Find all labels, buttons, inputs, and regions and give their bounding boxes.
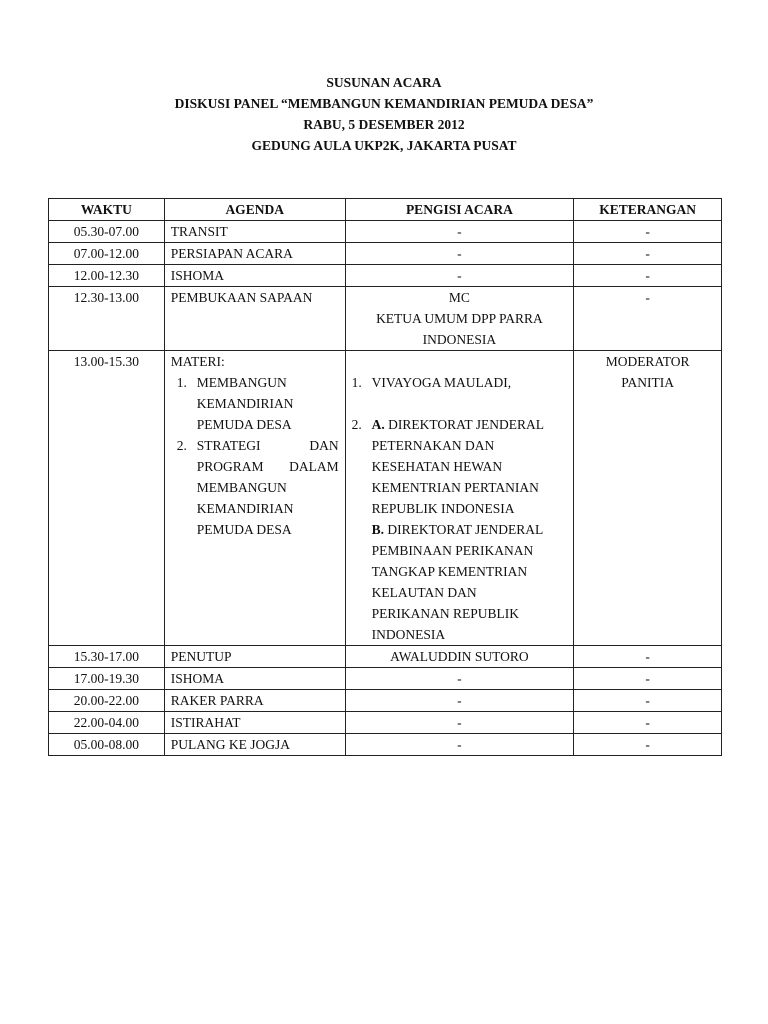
cell-agenda: PULANG KE JOGJA: [164, 734, 345, 756]
list-word: DALAM: [289, 459, 339, 474]
table-row: [49, 646, 722, 668]
cell-agenda: PEMBUKAAN SAPAAN: [164, 287, 345, 351]
cell-waktu: 05.00-08.00: [49, 734, 165, 756]
cell-keterangan: -: [574, 690, 722, 712]
cell-waktu: 12.00-12.30: [49, 265, 165, 287]
header-title: SUSUNAN ACARA: [326, 75, 442, 90]
schedule-table: [48, 198, 722, 756]
pengisi-text: DIREKTORAT JENDERAL: [384, 417, 545, 432]
pengisi-text: DIREKTORAT JENDERAL: [384, 522, 544, 537]
list-number: 2.: [176, 438, 187, 453]
list-number: 1.: [351, 375, 362, 390]
cell-keterangan: -: [574, 221, 722, 243]
cell-waktu: 22.00-04.00: [49, 712, 165, 734]
pengisi-line: REPUBLIK INDONESIA: [371, 501, 515, 516]
header-venue: GEDUNG AULA UKP2K, JAKARTA PUSAT: [251, 138, 517, 153]
column-header-waktu: WAKTU: [49, 199, 165, 221]
pengisi-line: PEMBINAAN PERIKANAN: [371, 543, 534, 558]
cell-agenda: PENUTUP: [164, 646, 345, 668]
table-row: [49, 712, 722, 734]
sub-label-b: B.: [371, 522, 385, 537]
cell-pengisi: -: [345, 690, 574, 712]
pengisi-item-1: [352, 372, 568, 393]
table-header-row: [49, 199, 722, 221]
table-row: [49, 243, 722, 265]
list-number: 1.: [176, 375, 187, 390]
column-header-keterangan: KETERANGAN: [574, 199, 722, 221]
agenda-item-1: [171, 372, 339, 435]
table-row: [49, 265, 722, 287]
cell-agenda: ISTIRAHAT: [164, 712, 345, 734]
header-date: RABU, 5 DESEMBER 2012: [303, 117, 465, 132]
cell-pengisi: -: [345, 221, 574, 243]
cell-waktu: 20.00-22.00: [49, 690, 165, 712]
cell-waktu: 17.00-19.30: [49, 668, 165, 690]
pengisi-line: KELAUTAN DAN: [371, 585, 477, 600]
cell-keterangan: -: [574, 287, 722, 351]
pengisi-line: PERIKANAN REPUBLIK: [371, 606, 520, 621]
pengisi-line: MC: [448, 290, 470, 305]
pengisi-line: INDONESIA: [422, 332, 497, 347]
header-event: DISKUSI PANEL “MEMBANGUN KEMANDIRIAN PEMUDA DESA”: [174, 96, 594, 111]
document-header: [0, 72, 768, 156]
cell-waktu: 05.30-07.00: [49, 221, 165, 243]
column-header-agenda: AGENDA: [164, 199, 345, 221]
list-line: PEMUDA DESA: [196, 417, 292, 432]
pengisi-line: INDONESIA: [371, 627, 446, 642]
cell-pengisi: [345, 287, 574, 351]
pengisi-line: TANGKAP KEMENTRIAN: [371, 564, 528, 579]
cell-agenda: ISHOMA: [164, 265, 345, 287]
cell-pengisi: [345, 351, 574, 646]
agenda-item-2: [171, 435, 339, 540]
cell-keterangan: -: [574, 734, 722, 756]
cell-keterangan: -: [574, 712, 722, 734]
pengisi-line: PETERNAKAN DAN: [371, 438, 495, 453]
cell-agenda: ISHOMA: [164, 668, 345, 690]
keterangan-line: PANITIA: [621, 375, 674, 390]
cell-agenda: TRANSIT: [164, 221, 345, 243]
list-number: 2.: [351, 417, 362, 432]
agenda-title: MATERI:: [170, 354, 225, 369]
cell-keterangan: -: [574, 668, 722, 690]
pengisi-line: KESEHATAN HEWAN: [371, 459, 503, 474]
list-line: KEMANDIRIAN: [196, 501, 294, 516]
cell-agenda: [164, 351, 345, 646]
table-row: [49, 668, 722, 690]
cell-waktu: 12.30-13.00: [49, 287, 165, 351]
column-header-pengisi-acara: PENGISI ACARA: [345, 199, 574, 221]
cell-pengisi: -: [345, 265, 574, 287]
cell-waktu: 13.00-15.30: [49, 351, 165, 646]
cell-waktu: 15.30-17.00: [49, 646, 165, 668]
pengisi-text: VIVAYOGA MAULADI,: [371, 375, 512, 390]
list-line: PEMUDA DESA: [196, 522, 292, 537]
cell-pengisi: -: [345, 243, 574, 265]
cell-agenda: PERSIAPAN ACARA: [164, 243, 345, 265]
cell-waktu: 07.00-12.00: [49, 243, 165, 265]
table-row-opening: [49, 287, 722, 351]
table-row-materi: [49, 351, 722, 646]
cell-keterangan: -: [574, 646, 722, 668]
pengisi-line: KETUA UMUM DPP PARRA: [376, 311, 543, 326]
cell-keterangan: [574, 351, 722, 646]
list-line: KEMANDIRIAN: [196, 396, 294, 411]
list-word: DAN: [309, 438, 339, 453]
cell-pengisi: -: [345, 712, 574, 734]
list-line: MEMBANGUN: [196, 375, 287, 390]
table-row: [49, 690, 722, 712]
table-row: [49, 221, 722, 243]
cell-keterangan: -: [574, 243, 722, 265]
cell-pengisi: -: [345, 668, 574, 690]
list-word: PROGRAM: [196, 459, 264, 474]
sub-label-a: A.: [371, 417, 385, 432]
cell-keterangan: -: [574, 265, 722, 287]
cell-pengisi: AWALUDDIN SUTORO: [345, 646, 574, 668]
cell-agenda: RAKER PARRA: [164, 690, 345, 712]
list-line: MEMBANGUN: [196, 480, 287, 495]
cell-pengisi: -: [345, 734, 574, 756]
table-row: [49, 734, 722, 756]
list-word: STRATEGI: [196, 438, 261, 453]
pengisi-item-2: [352, 414, 568, 645]
pengisi-line: KEMENTRIAN PERTANIAN: [371, 480, 539, 495]
keterangan-line: MODERATOR: [605, 354, 690, 369]
